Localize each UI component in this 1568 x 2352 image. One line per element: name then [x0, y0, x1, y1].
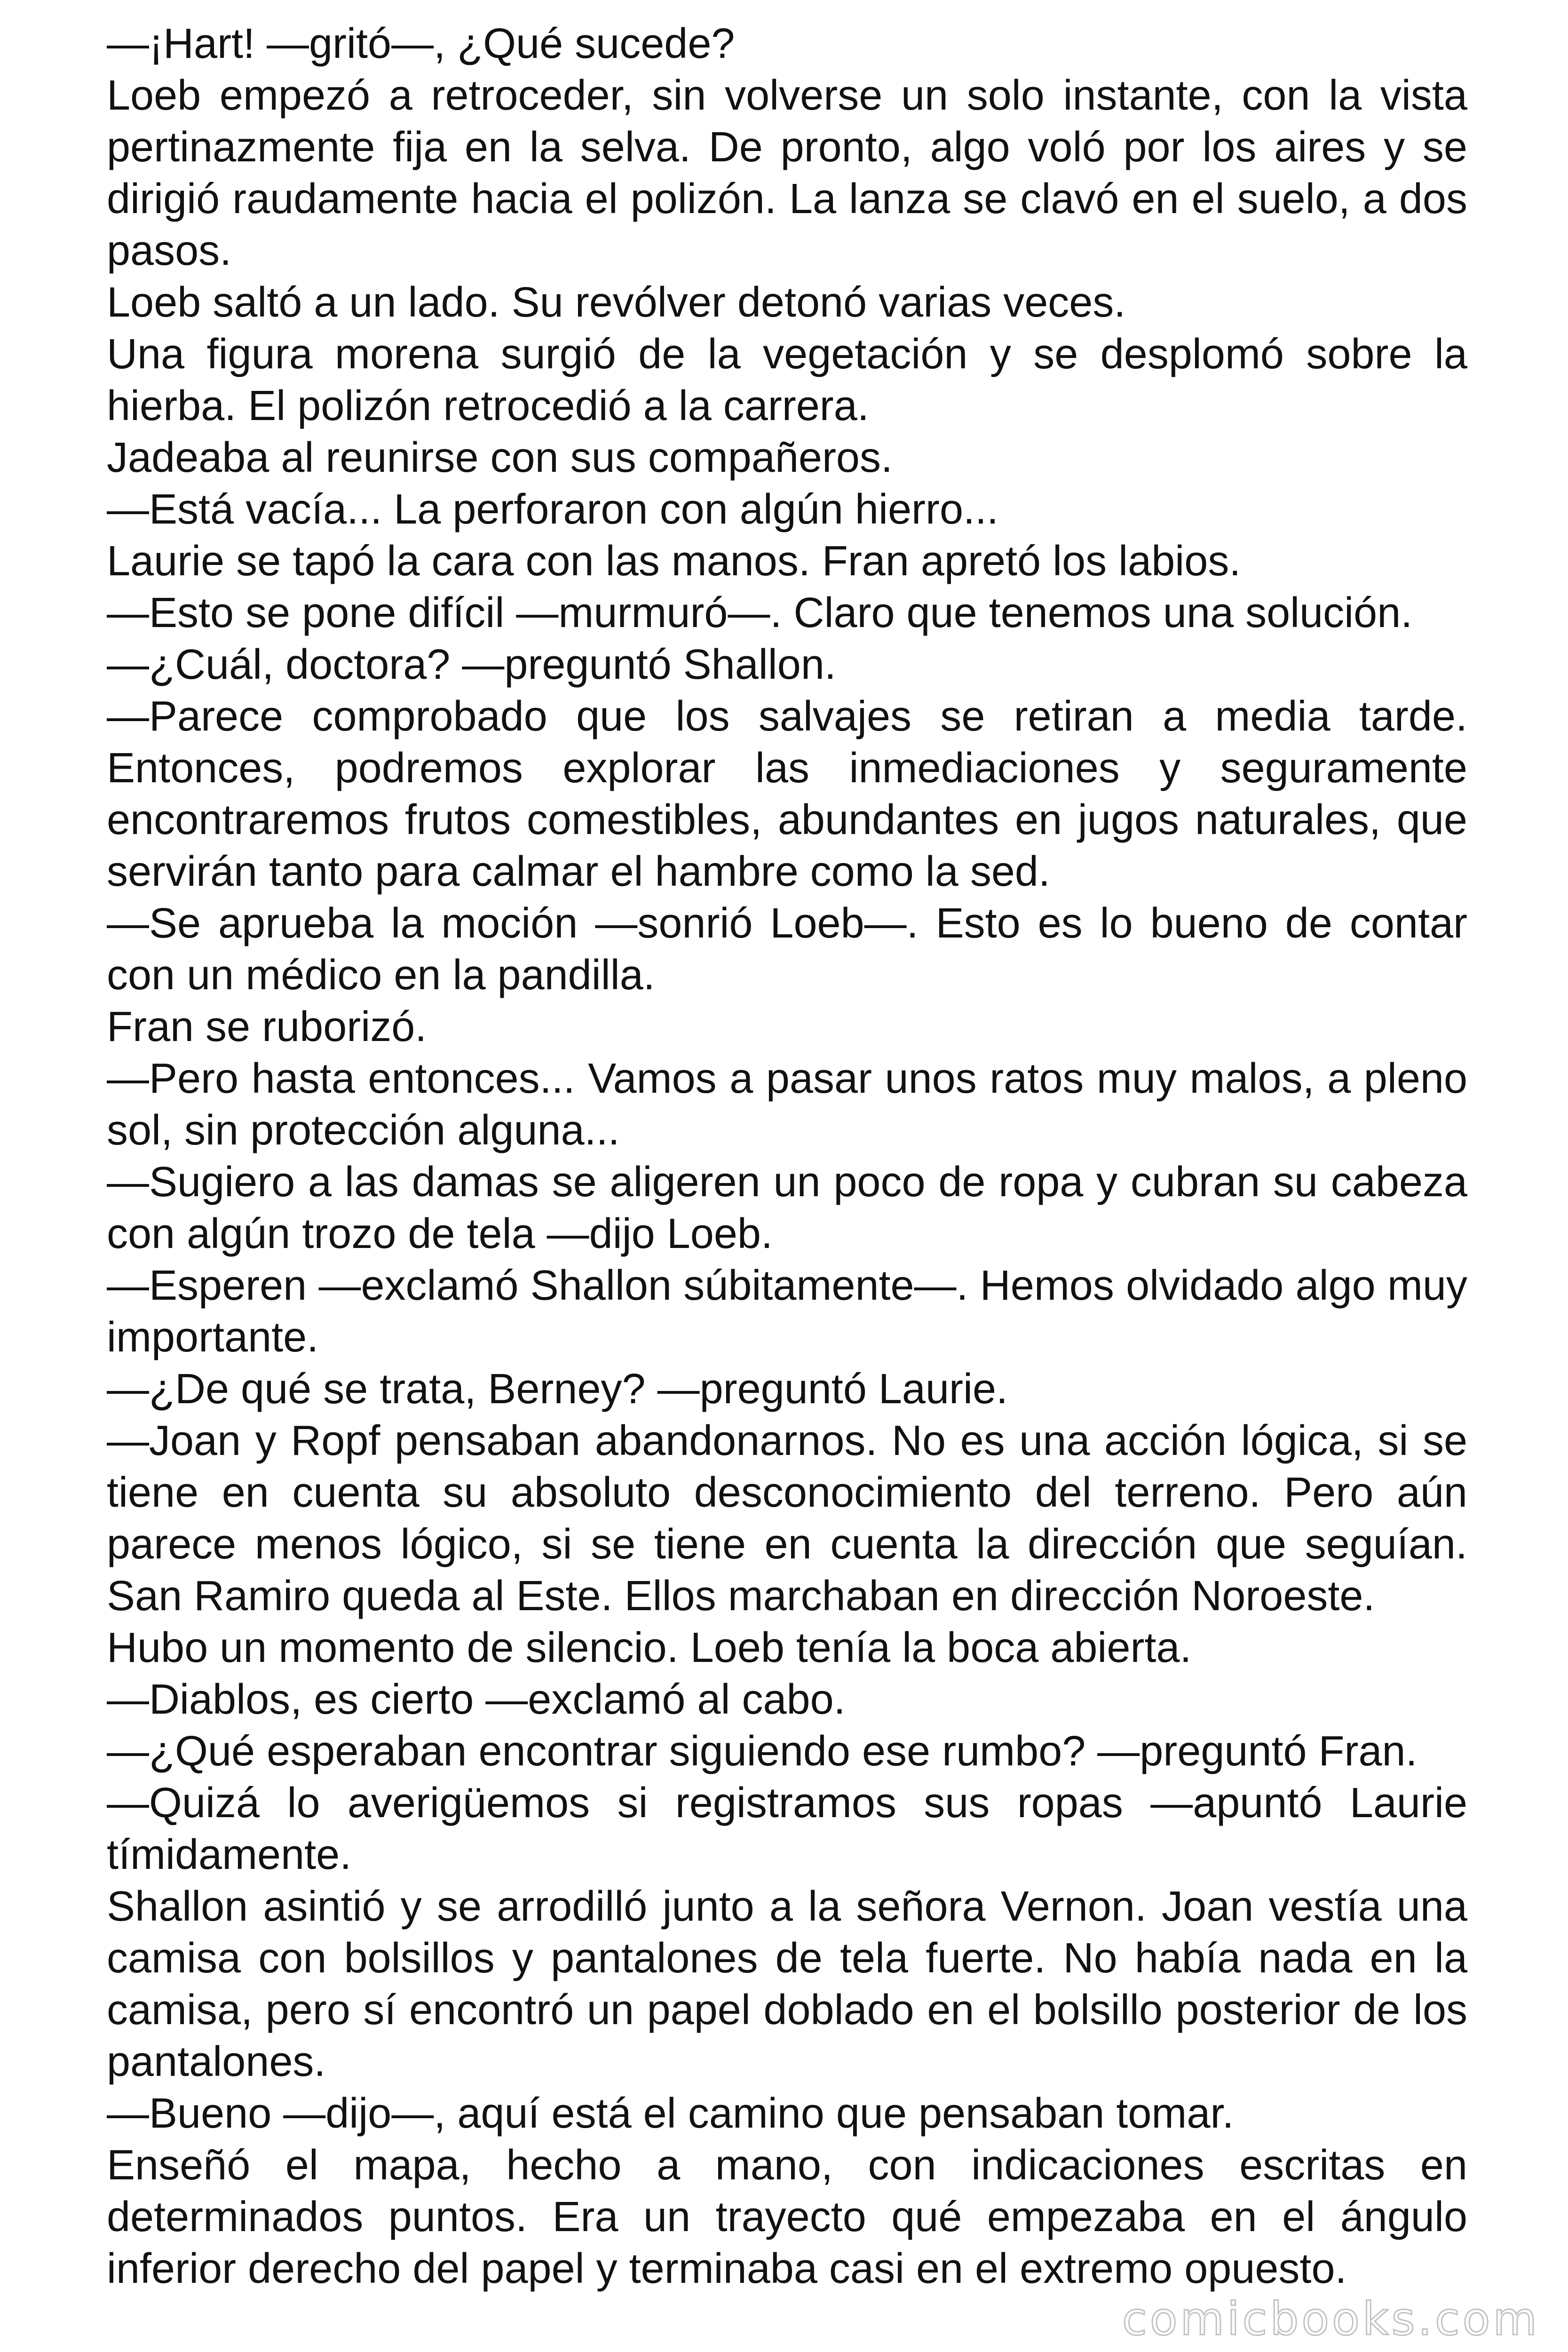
paragraph: Laurie se tapó la cara con las manos. Fran apretó los labios.	[107, 538, 1241, 585]
paragraph: Enseñó el mapa, hecho a mano, con indicaciones escritas en determinados puntos. Era un trayecto qué empezaba en el ángulo inferior derecho del papel y terminaba casi en el extremo opuesto.	[107, 2142, 1467, 2292]
paragraph: Una figura morena surgió de la vegetación y se desplomó sobre la hierba. El polizón retrocedió a la carrera.	[107, 331, 1467, 429]
paragraph: Shallon asintió y se arrodilló junto a la señora Vernon. Joan vestía una camisa con bolsillos y pantalones de tela fuerte. No había nada en la camisa, pero sí encontró un papel doblado en el bolsillo posterior de los pantalones.	[107, 1883, 1467, 2085]
paragraph: —¿Cuál, doctora? —preguntó Shallon.	[107, 641, 836, 688]
body-text	[107, 18, 1467, 2295]
paragraph: —Joan y Ropf pensaban abandonarnos. No es una acción lógica, si se tiene en cuenta su absoluto desconocimiento del terreno. Pero aún parece menos lógico, si se tiene en cuenta la dirección que seguían. San Ramiro queda al Este. Ellos marchaban en dirección Noroeste.	[107, 1417, 1467, 1620]
paragraph: Jadeaba al reunirse con sus compañeros.	[107, 434, 893, 481]
paragraph: —Pero hasta entonces... Vamos a pasar unos ratos muy malos, a pleno sol, sin protección alguna...	[107, 1055, 1467, 1154]
paragraph: Hubo un momento de silencio. Loeb tenía la boca abierta.	[107, 1624, 1192, 1671]
paragraph: —¿De qué se trata, Berney? —preguntó Laurie.	[107, 1366, 1008, 1413]
paragraph: —Parece comprobado que los salvajes se retiran a media tarde. Entonces, podremos explorar las inmediaciones y seguramente encontraremos frutos comestibles, abundantes en jugos naturales, que servirán tanto para calmar el hambre como la sed.	[107, 693, 1467, 895]
paragraph: —Diablos, es cierto —exclamó al cabo.	[107, 1676, 846, 1723]
watermark: comicbooks.com	[1122, 2293, 1540, 2345]
paragraph: —Está vacía... La perforaron con algún hierro...	[107, 486, 999, 533]
paragraph: —Esto se pone difícil —murmuró—. Claro que tenemos una solución.	[107, 589, 1413, 636]
paragraph: —Se aprueba la moción —sonrió Loeb—. Esto es lo bueno de contar con un médico en la pandilla.	[107, 900, 1467, 999]
paragraph: —Quizá lo averigüemos si registramos sus ropas —apuntó Laurie tímidamente.	[107, 1780, 1467, 1878]
paragraph: Fran se ruborizó.	[107, 1003, 427, 1050]
paragraph: —¿Qué esperaban encontrar siguiendo ese rumbo? —preguntó Fran.	[107, 1728, 1418, 1775]
paragraph: —¡Hart! —gritó—, ¿Qué sucede?	[107, 20, 735, 67]
paragraph: —Sugiero a las damas se aligeren un poco de ropa y cubran su cabeza con algún trozo de tela —dijo Loeb.	[107, 1159, 1467, 1257]
paragraph: —Bueno —dijo—, aquí está el camino que pensaban tomar.	[107, 2090, 1234, 2137]
paragraph: —Esperen —exclamó Shallon súbitamente—. Hemos olvidado algo muy importante.	[107, 1262, 1467, 1361]
paragraph: Loeb saltó a un lado. Su revólver detonó varias veces.	[107, 279, 1126, 326]
paragraph: Loeb empezó a retroceder, sin volverse un solo instante, con la vista pertinazmente fija en la selva. De pronto, algo voló por los aires y se dirigió raudamente hacia el polizón. La lanza se clavó en el suelo, a dos pasos.	[107, 72, 1467, 274]
